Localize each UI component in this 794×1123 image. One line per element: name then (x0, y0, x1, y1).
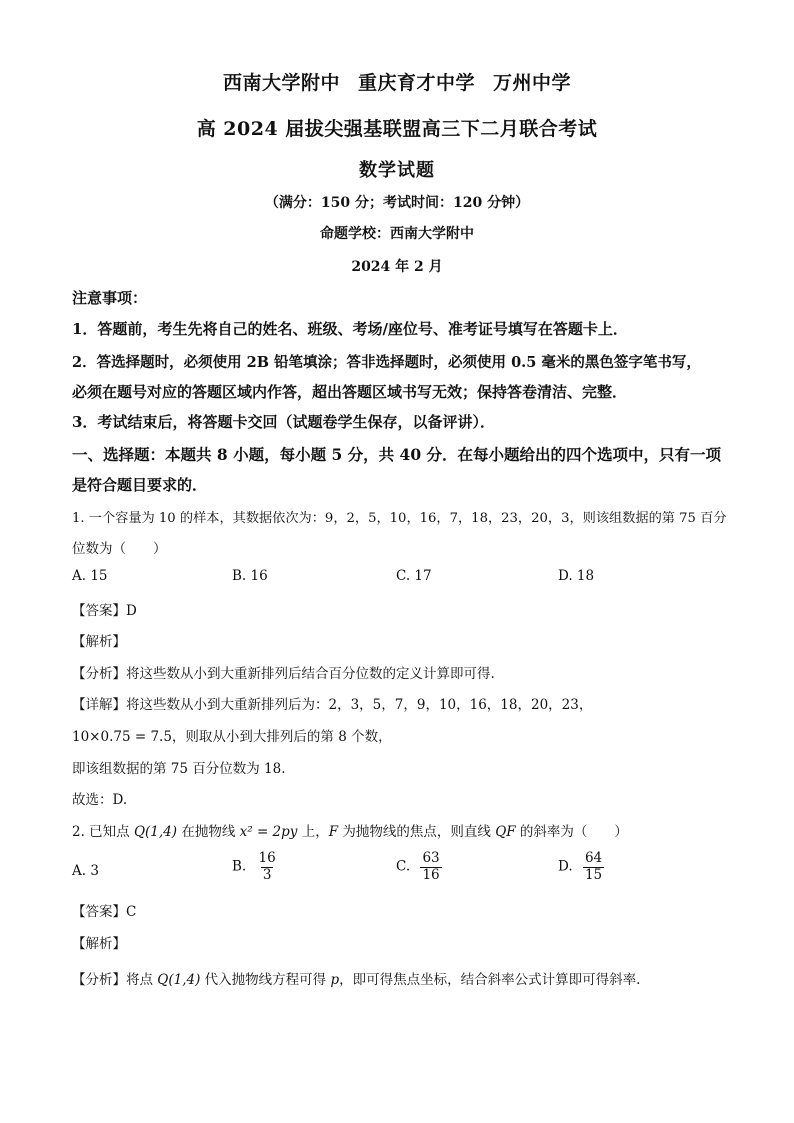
q2-parabola: x² = 2py (239, 824, 298, 840)
score-time: （满分：150 分；考试时间：120 分钟） (264, 195, 530, 211)
q2-option-d (558, 851, 604, 883)
q2-fenxi-p: p (330, 972, 340, 988)
q2-option-b (232, 851, 278, 883)
notice-item-3: 3．考试结束后，将答题卡交回（试题卷学生保存，以备评讲）． (72, 413, 495, 431)
q2-stem-mid-1: 在抛物线 (177, 824, 240, 840)
q2-stem-mid-3: 为抛物线的焦点，则直线 (338, 824, 496, 840)
q1-option-d: D. 18 (558, 568, 595, 584)
q2-answer: 【答案】C (72, 904, 137, 920)
q2-option-b-fraction (257, 851, 278, 883)
exam-date: 2024 年 2 月 (351, 259, 443, 275)
q1-option-c: C. 17 (396, 568, 432, 584)
setter-school: 命题学校：西南大学附中 (320, 226, 474, 242)
q2-fenxi-pre: 【分析】将点 (72, 972, 158, 988)
school-3: 万州中学 (493, 72, 572, 94)
q2-option-d-denominator: 15 (584, 866, 603, 883)
exam-title: 高 2024 届拔尖强基联盟高三下二月联合考试 (196, 118, 598, 140)
q2-option-d-fraction (583, 851, 604, 883)
q1-answer: 【答案】D (72, 603, 137, 619)
notice-title: 注意事项： (72, 289, 148, 307)
q2-point: Q(1,4) (133, 824, 178, 840)
q2-fenxi (72, 968, 640, 988)
q2-option-b-label: B. (232, 858, 247, 875)
q2-focus: F (328, 824, 339, 840)
q1-xiangjie: 【详解】将这些数从小到大重新排列后为：2，3，5，7，9，10，16，18，20，23， (72, 697, 593, 713)
school-2: 重庆育才中学 (357, 72, 475, 94)
q2-option-c-denominator: 16 (422, 866, 440, 883)
q2-stem-pre: 2. 已知点 (72, 824, 134, 840)
q1-stem-line-2: 位数为（ ） (72, 541, 167, 557)
school-names (0, 68, 794, 95)
q2-stem (72, 820, 628, 840)
q2-option-c-label: C. (396, 858, 411, 875)
notice-item-2-line-2: 必须在题号对应的答题区域内作答，超出答题区域书写无效；保持答卷清洁、完整． (72, 383, 628, 401)
q1-choose: 故选：D. (72, 792, 128, 808)
notice-item-2-line-1: 2．答选择题时，必须使用 2B 铅笔填涂；答非选择题时，必须使用 0.5 毫米的黑色签字笔书写， (72, 354, 701, 371)
q2-option-d-numerator: 64 (584, 850, 603, 866)
q1-option-b: B. 16 (232, 568, 268, 584)
section1-line-1: 一、选择题：本题共 8 小题，每小题 5 分，共 40 分．在每小题给出的四个选项中，只有一项 (72, 445, 722, 464)
q1-calc: 10×0.75 = 7.5，则取从小到大排列后的第 8 个数， (72, 729, 392, 745)
section1-line-2: 是符合题目要求的． (72, 476, 208, 494)
q2-fenxi-point: Q(1,4) (157, 972, 201, 988)
q1-fenxi: 【分析】将这些数从小到大重新排列后结合百分位数的定义计算即可得. (72, 666, 495, 682)
q2-fenxi-mid: 代入抛物线方程可得 (200, 972, 331, 988)
q2-option-a: A. 3 (72, 863, 99, 879)
notice-item-1: 1．答题前，考生先将自己的姓名、班级、考场/座位号、准考证号填写在答题卡上． (72, 320, 628, 338)
q2-fenxi-post: ，即可得焦点坐标，结合斜率公式计算即可得斜率. (339, 972, 641, 988)
school-1: 西南大学附中 (222, 72, 340, 94)
q2-stem-post: 的斜率为（ ） (515, 824, 628, 840)
q2-option-b-numerator: 16 (258, 850, 276, 866)
q1-analysis-label: 【解析】 (72, 634, 126, 650)
q2-line-name: QF (495, 824, 516, 840)
q2-option-c (396, 851, 442, 883)
q1-stem-line-1: 1. 一个容量为 10 的样本，其数据依次为：9，2，5，10，16，7，18，23，20，3，则该组数据的第 75 百分 (72, 511, 727, 526)
q2-analysis-label: 【解析】 (72, 936, 126, 952)
subject-title: 数学试题 (359, 160, 435, 181)
q1-conclusion: 即该组数据的第 75 百分位数为 18. (72, 761, 286, 777)
q2-option-c-numerator: 63 (422, 850, 440, 866)
q2-option-b-denominator: 3 (262, 866, 272, 883)
q1-option-a: A. 15 (72, 568, 108, 584)
q2-option-c-fraction (420, 851, 441, 883)
q2-stem-mid-2: 上， (297, 824, 329, 840)
q2-option-d-label: D. (558, 858, 573, 875)
